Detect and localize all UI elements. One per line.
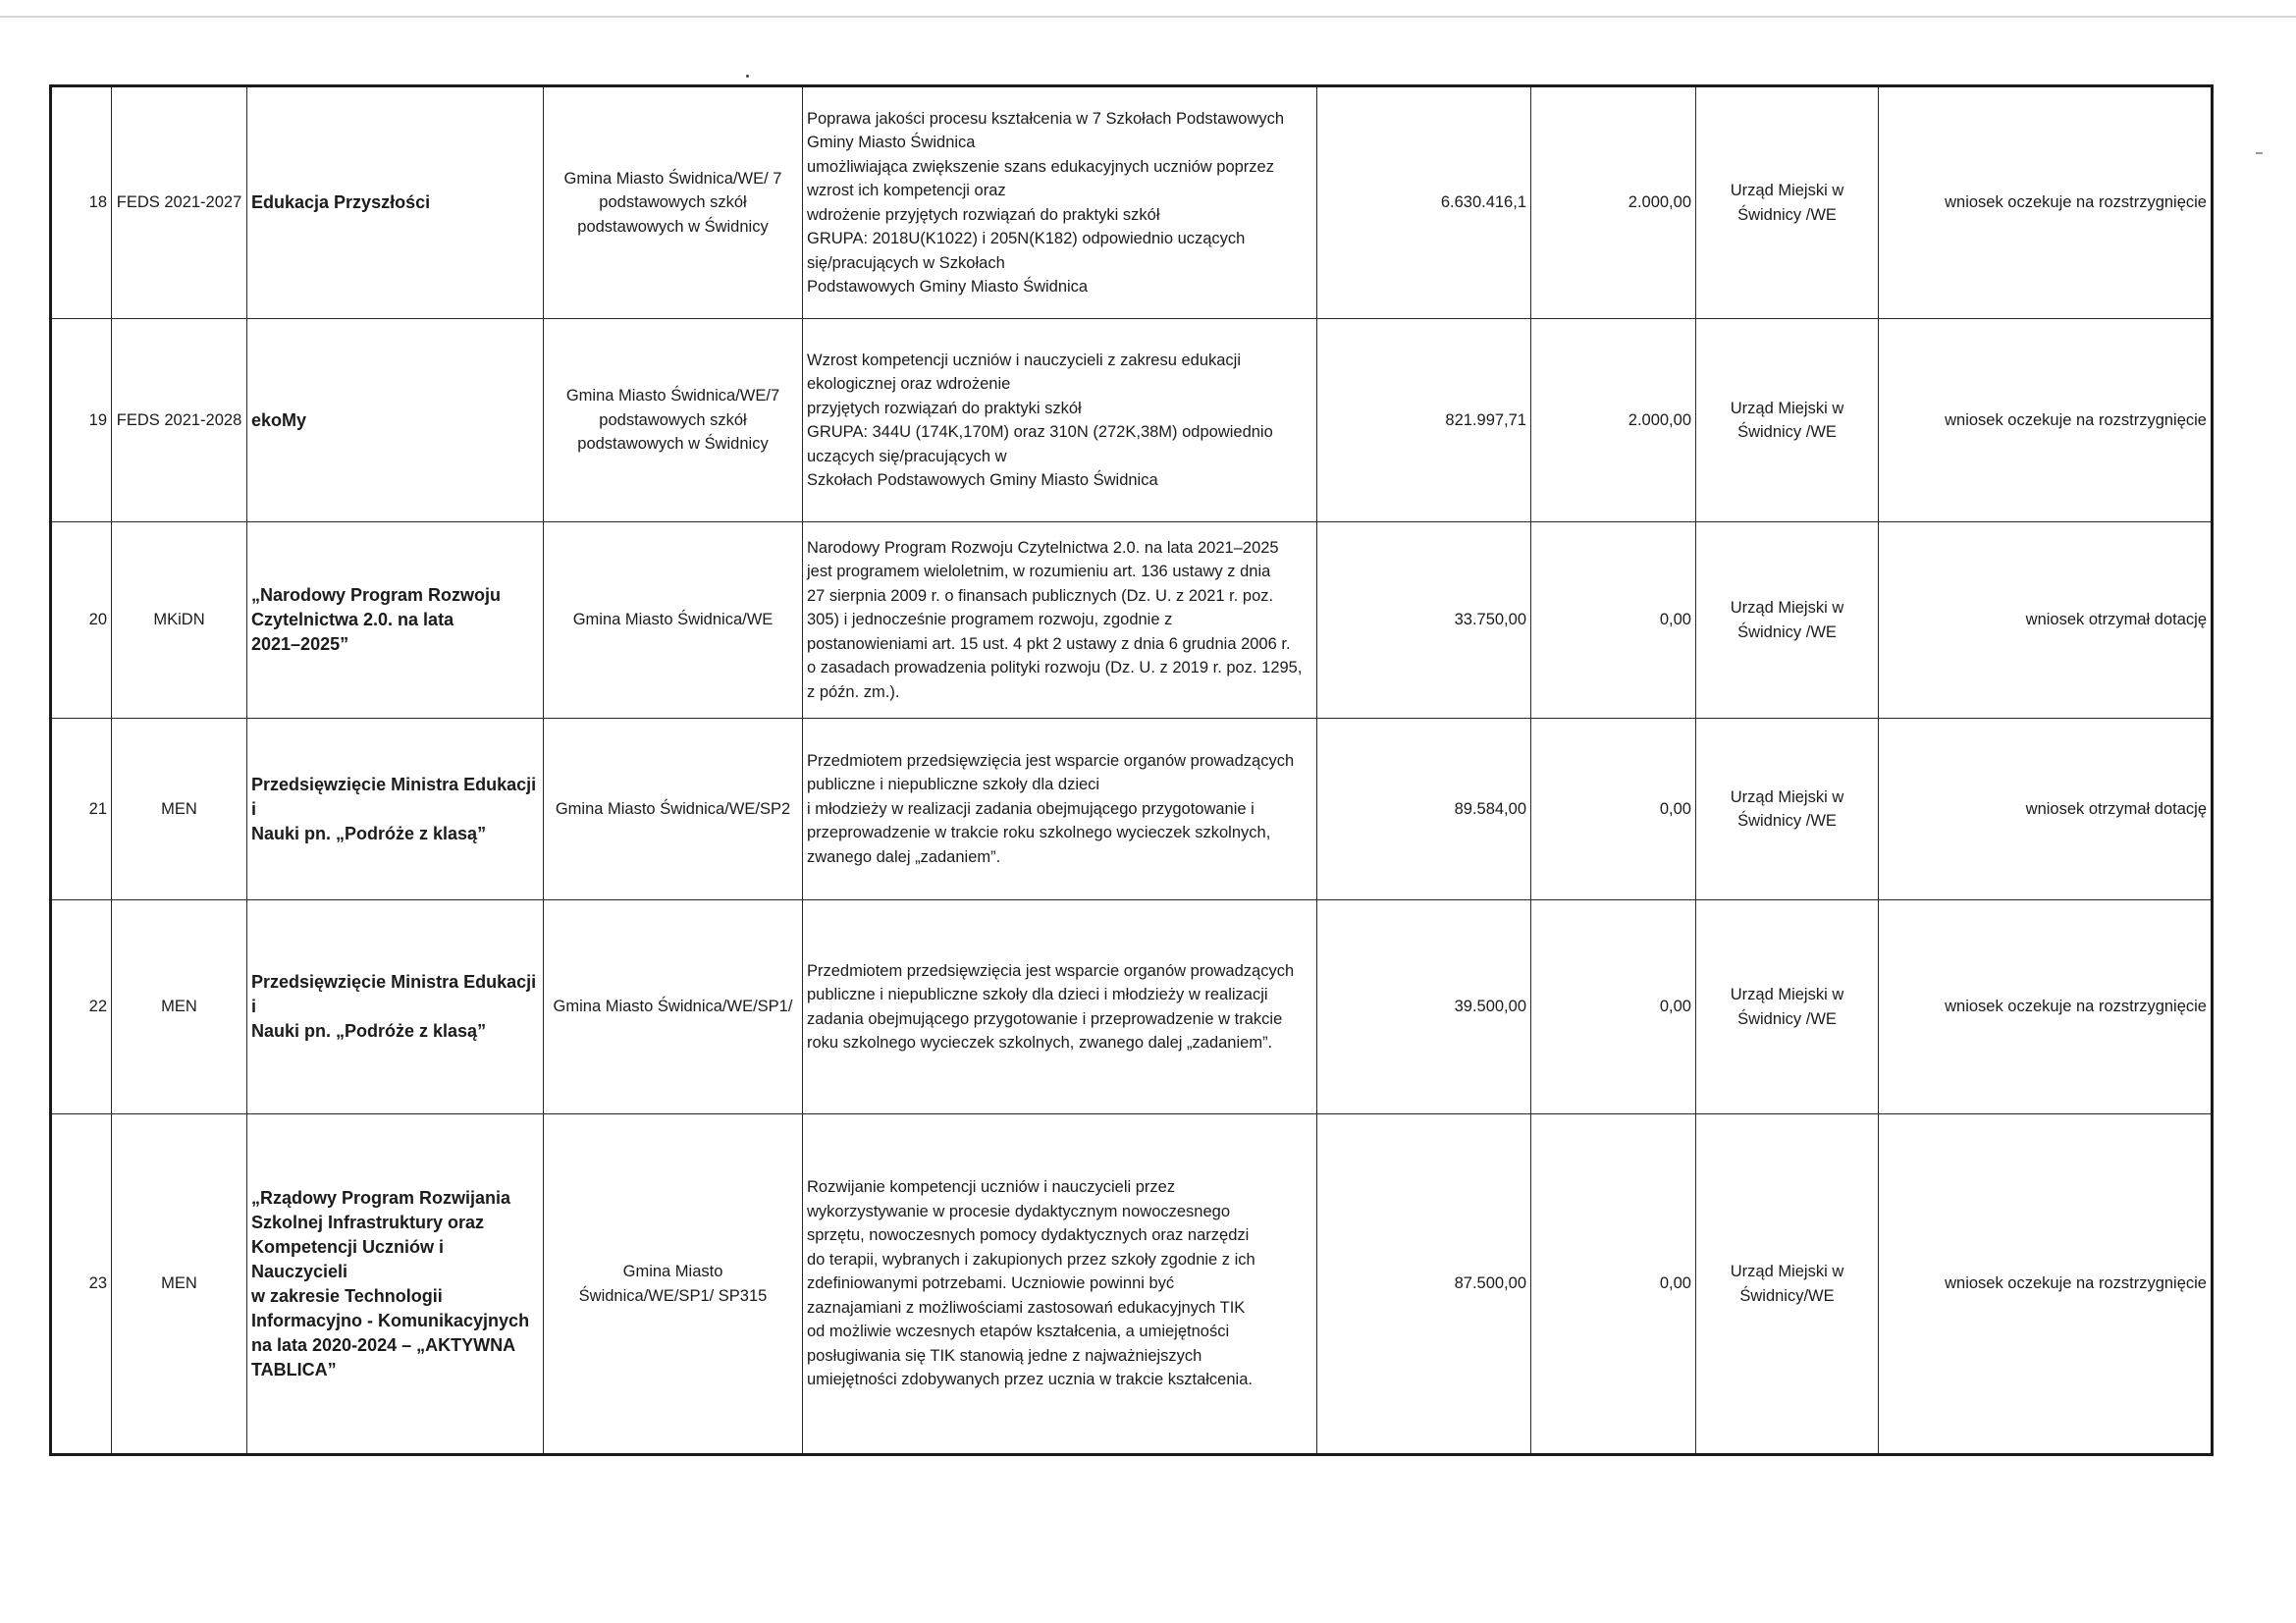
institution-line: Urząd Miejski w xyxy=(1730,986,1844,1003)
application-status: wniosek oczekuje na rozstrzygnięcie xyxy=(1879,319,2213,522)
project-name xyxy=(247,319,544,522)
project-name-line: na lata 2020-2024 – „AKTYWNA xyxy=(251,1334,516,1355)
project-name-line: Przedsięwzięcie Ministra Edukacji i xyxy=(251,774,537,819)
institution-line: Urząd Miejski w xyxy=(1730,1263,1844,1280)
own-contribution: 2.000,00 xyxy=(1531,319,1696,522)
funding-source: FEDS 2021-2028 xyxy=(112,319,247,522)
table-row xyxy=(51,86,2213,319)
institution xyxy=(1696,1114,1879,1455)
funding-source: MKiDN xyxy=(112,522,247,719)
application-status: wniosek oczekuje na rozstrzygnięcie xyxy=(1879,1114,2213,1455)
project-name xyxy=(247,719,544,900)
projects-table-body xyxy=(51,86,2213,1455)
description-line: zadania obejmującego przygotowanie i przeprowadzenie w trakcie xyxy=(807,1009,1283,1028)
beneficiary xyxy=(544,1114,803,1455)
total-value: 6.630.416,1 xyxy=(1317,86,1531,319)
row-number: 20 xyxy=(51,522,112,719)
total-value: 821.997,71 xyxy=(1317,319,1531,522)
description-line: GRUPA: 2018U(K1022) i 205N(K182) odpowiednio uczących xyxy=(807,230,1246,247)
project-name-line: Nauki pn. „Podróże z klasą” xyxy=(251,1021,487,1041)
application-status: wniosek otrzymał dotację xyxy=(1879,719,2213,900)
project-name-line: „Narodowy Program Rozwoju xyxy=(251,585,502,605)
description-line: umiejętności zdobywanych przez ucznia w trakcie kształcenia. xyxy=(807,1371,1253,1389)
beneficiary-line: podstawowych szkół xyxy=(599,410,747,429)
institution-line: Świdnicy /WE xyxy=(1737,1009,1837,1028)
project-name-line: 2021–2025” xyxy=(251,634,349,654)
project-name xyxy=(247,86,544,319)
row-number: 23 xyxy=(51,1114,112,1455)
project-description xyxy=(803,1114,1317,1455)
description-line: wzrost ich kompetencji oraz xyxy=(807,182,1006,199)
institution xyxy=(1696,900,1879,1114)
row-number: 19 xyxy=(51,319,112,522)
total-value: 33.750,00 xyxy=(1317,522,1531,719)
table-row xyxy=(51,319,2213,522)
description-line: GRUPA: 344U (174K,170M) oraz 310N (272K,38M) odpowiednio xyxy=(807,423,1273,441)
scan-artifact-dot xyxy=(746,75,749,78)
description-line: Rozwijanie kompetencji uczniów i nauczycieli przez xyxy=(807,1178,1176,1197)
table-row xyxy=(51,900,2213,1114)
application-status: wniosek oczekuje na rozstrzygnięcie xyxy=(1879,86,2213,319)
application-status: wniosek otrzymał dotację xyxy=(1879,522,2213,719)
description-line: Podstawowych Gminy Miasto Świdnica xyxy=(807,278,1089,296)
table-row xyxy=(51,719,2213,900)
own-contribution: 2.000,00 xyxy=(1531,86,1696,319)
row-number: 22 xyxy=(51,900,112,1114)
description-line: jest programem wieloletnim, w rozumieniu art. 136 ustawy z dnia xyxy=(807,563,1271,581)
project-name-line: Przedsięwzięcie Ministra Edukacji i xyxy=(251,972,537,1016)
total-value: 39.500,00 xyxy=(1317,900,1531,1114)
funding-source: MEN xyxy=(112,719,247,900)
total-value: 89.584,00 xyxy=(1317,719,1531,900)
own-contribution: 0,00 xyxy=(1531,1114,1696,1455)
project-name-line: w zakresie Technologii xyxy=(251,1285,443,1306)
beneficiary-line: Gmina Miasto Świdnica/WE/ 7 xyxy=(563,169,782,188)
row-number: 18 xyxy=(51,86,112,319)
beneficiary xyxy=(544,900,803,1114)
description-line: się/pracujących w Szkołach xyxy=(807,253,1005,272)
description-line: zdefiniowanymi potrzebami. Uczniowie powinni być xyxy=(807,1274,1175,1293)
description-line: Przedmiotem przedsięwzięcia jest wsparcie organów prowadzących xyxy=(807,961,1295,980)
description-line: 27 sierpnia 2009 r. o finansach publicznych (Dz. U. z 2021 r. poz. xyxy=(807,586,1274,605)
beneficiary-line: Świdnica/WE/SP1/ SP315 xyxy=(578,1286,768,1305)
description-line: przeprowadzenie w trakcie roku szkolnego wycieczek szkolnych, xyxy=(807,824,1271,842)
page-top-edge xyxy=(0,16,2296,18)
description-line: z późn. zm.). xyxy=(807,682,900,701)
institution-line: Świdnicy /WE xyxy=(1737,205,1837,224)
project-description xyxy=(803,719,1317,900)
beneficiary-line: Gmina Miasto Świdnica/WE/SP1/ xyxy=(553,998,793,1016)
beneficiary-line: podstawowych w Świdnicy xyxy=(577,217,769,236)
institution xyxy=(1696,86,1879,319)
beneficiary xyxy=(544,86,803,319)
row-number: 21 xyxy=(51,719,112,900)
description-line: Przedmiotem przedsięwzięcia jest wsparcie organów prowadzących xyxy=(807,751,1295,770)
own-contribution: 0,00 xyxy=(1531,900,1696,1114)
description-line: uczących się/pracujących w xyxy=(807,447,1007,465)
description-line: wdrożenie przyjętych rozwiązań do praktyki szkół xyxy=(807,205,1160,224)
scan-artifact-dash xyxy=(2256,152,2263,154)
institution-line: Świdnicy /WE xyxy=(1737,423,1837,441)
total-value: 87.500,00 xyxy=(1317,1114,1531,1455)
description-line: Gminy Miasto Świdnica xyxy=(807,134,976,151)
description-line: wykorzystywanie w procesie dydaktycznym nowoczesnego xyxy=(807,1202,1231,1220)
description-line: Narodowy Program Rozwoju Czytelnictwa 2.0. na lata 2021–2025 xyxy=(807,538,1279,557)
description-line: zaznajamiani z możliwościami zastosowań edukacyjnych TIK xyxy=(807,1298,1246,1317)
project-name-line: „Rządowy Program Rozwijania xyxy=(251,1187,511,1208)
description-line: Poprawa jakości procesu kształcenia w 7 Szkołach Podstawowych xyxy=(807,109,1285,128)
institution-line: Świdnicy /WE xyxy=(1737,622,1837,641)
description-line: umożliwiająca zwiększenie szans edukacyjnych uczniów poprzez xyxy=(807,157,1274,176)
project-description xyxy=(803,522,1317,719)
description-line: przyjętych rozwiązań do praktyki szkół xyxy=(807,399,1082,417)
description-line: posługiwania się TIK stanowią jedne z najważniejszych xyxy=(807,1346,1202,1365)
description-line: od możliwie wczesnych etapów kształcenia, a umiejętności xyxy=(807,1323,1230,1341)
funding-source: MEN xyxy=(112,900,247,1114)
project-name-line: TABLICA” xyxy=(251,1359,337,1380)
description-line: roku szkolnego wycieczek szkolnych, zwanego dalej „zadaniem”. xyxy=(807,1034,1273,1052)
project-name xyxy=(247,522,544,719)
institution xyxy=(1696,719,1879,900)
project-name-line: Informacyjno - Komunikacyjnych xyxy=(251,1310,530,1330)
description-line: sprzętu, nowoczesnych pomocy dydaktycznych oraz narzędzi xyxy=(807,1226,1250,1245)
projects-table xyxy=(49,84,2214,1456)
institution xyxy=(1696,319,1879,522)
institution-line: Urząd Miejski w xyxy=(1730,787,1844,806)
description-line: ekologicznej oraz wdrożenie xyxy=(807,375,1011,393)
project-name-line: ekoMy xyxy=(251,409,307,430)
own-contribution: 0,00 xyxy=(1531,719,1696,900)
description-line: publiczne i niepubliczne szkoły dla dzieci i młodzieży w realizacji xyxy=(807,986,1268,1003)
project-name-line: Edukacja Przyszłości xyxy=(251,192,431,212)
funding-source: MEN xyxy=(112,1114,247,1455)
project-name-line: Kompetencji Uczniów i Nauczycieli xyxy=(251,1236,445,1281)
institution-line: Świdnicy/WE xyxy=(1739,1286,1835,1305)
institution-line: Urząd Miejski w xyxy=(1730,182,1844,199)
description-line: 305) i jednocześnie programem rozwoju, zgodnie z xyxy=(807,611,1173,629)
beneficiary xyxy=(544,319,803,522)
beneficiary-line: podstawowych szkół xyxy=(599,193,747,212)
beneficiary-line: Gmina Miasto xyxy=(622,1263,723,1280)
description-line: Wzrost kompetencji uczniów i nauczycieli z zakresu edukacji xyxy=(807,351,1242,369)
description-line: do terapii, wybranych i zakupionych przez szkoły zgodnie z ich xyxy=(807,1250,1255,1269)
project-description xyxy=(803,319,1317,522)
project-name-line: Czytelnictwa 2.0. na lata xyxy=(251,610,454,629)
project-name xyxy=(247,1114,544,1455)
project-description xyxy=(803,86,1317,319)
application-status: wniosek oczekuje na rozstrzygnięcie xyxy=(1879,900,2213,1114)
own-contribution: 0,00 xyxy=(1531,522,1696,719)
funding-source: FEDS 2021-2027 xyxy=(112,86,247,319)
description-line: postanowieniami art. 15 ust. 4 pkt 2 ustawy z dnia 6 grudnia 2006 r. xyxy=(807,634,1291,653)
description-line: publiczne i niepubliczne szkoły dla dzieci xyxy=(807,776,1100,794)
table-row xyxy=(51,1114,2213,1455)
institution-line: Świdnicy /WE xyxy=(1737,812,1837,830)
description-line: o zasadach prowadzenia polityki rozwoju (Dz. U. z 2019 r. poz. 1295, xyxy=(807,659,1303,677)
description-line: i młodzieży w realizacji zadania obejmującego przygotowanie i xyxy=(807,799,1255,818)
description-line: zwanego dalej „zadaniem”. xyxy=(807,847,1001,866)
description-line: Szkołach Podstawowych Gminy Miasto Świdnica xyxy=(807,471,1158,489)
beneficiary xyxy=(544,522,803,719)
beneficiary-line: Gmina Miasto Świdnica/WE/SP2 xyxy=(555,799,791,818)
beneficiary xyxy=(544,719,803,900)
institution-line: Urząd Miejski w xyxy=(1730,399,1844,417)
beneficiary-line: Gmina Miasto Świdnica/WE xyxy=(572,611,774,629)
project-name-line: Nauki pn. „Podróże z klasą” xyxy=(251,823,487,843)
beneficiary-line: Gmina Miasto Świdnica/WE/7 xyxy=(565,387,780,406)
project-name-line: Szkolnej Infrastruktury oraz xyxy=(251,1212,485,1232)
beneficiary-line: podstawowych w Świdnicy xyxy=(577,435,769,454)
institution-line: Urząd Miejski w xyxy=(1730,599,1844,617)
project-name xyxy=(247,900,544,1114)
institution xyxy=(1696,522,1879,719)
table-row xyxy=(51,522,2213,719)
project-description xyxy=(803,900,1317,1114)
